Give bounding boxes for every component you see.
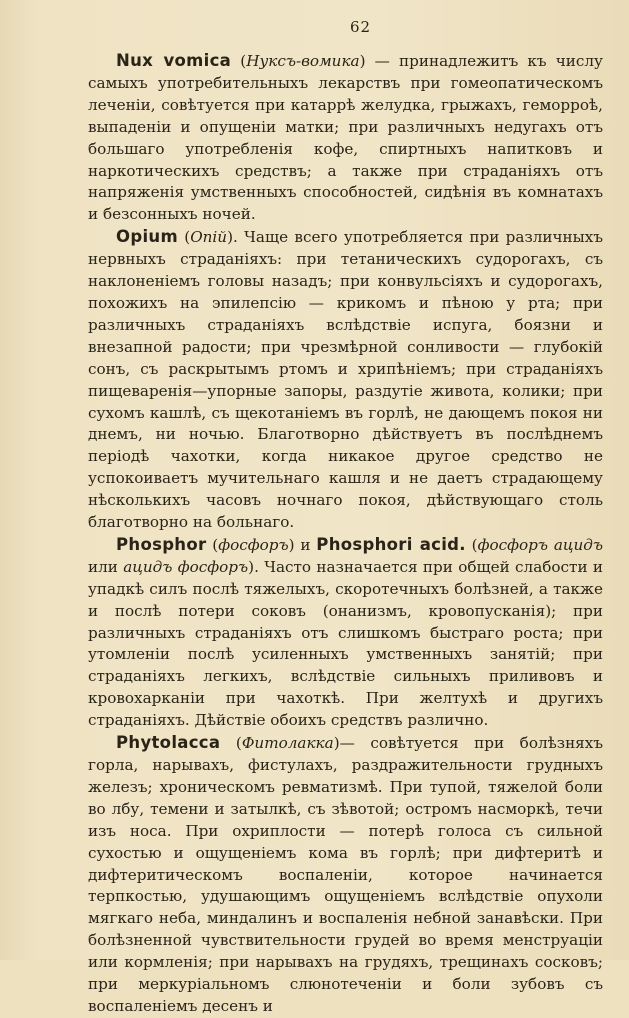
entry-nux-vomica: Nux vomica (Нуксъ-вомика) — принадлежитъ къ числу самыхъ употребительныхъ лекарствъ при гомеопатическомъ леченіи, совѣтуется при катаррѣ желудка, грыжахъ, геморроѣ, выпаденіи и опущеніи матки; при различныхъ недугахъ отъ большаго употребленія кофе, спиртныхъ напитковъ и наркотическихъ средствъ; а также при страданіяхъ отъ напряженія умственныхъ способностей, сидѣнія въ комнатахъ и безсонныхъ ночей. — [88, 51, 603, 224]
entry-headword-secondary: Phosphori acid. — [316, 534, 466, 554]
entry-headword: Opium — [116, 227, 178, 247]
entry-phosphor: Phosphor (фосфоръ) и Phosphori acid. (фосфоръ ацидъ или ацидъ фосфоръ). Часто назначается при общей слабости и упадкѣ силъ послѣ тяжелыхъ, скоротечныхъ болѣзней, а также и послѣ потери соковъ (онанизмъ, кровопусканія); при различныхъ страданіяхъ отъ слишкомъ быстраго роста; при утомленіи послѣ усиленныхъ умственныхъ занятій; при страданіяхъ легкихъ, вслѣдствіе сильныхъ приливовъ и кровохарканіи при чахоткѣ. При желтухѣ и другихъ страданіяхъ. Дѣйствіе обоихъ средствъ различно. — [88, 534, 604, 730]
entry-body: Чаще всего употребляется при различныхъ нервныхъ страданіяхъ: при тетаническихъ судорогахъ, съ наклоненіемъ головы назадъ; при конвульсіяхъ и судорогахъ, похожихъ на эпилепсію — крикомъ и пѣною у рта; при различныхъ страданіяхъ вслѣдствіе испуга, боязни и внезапной радости; при чрезмѣрной сонливости — глубокій сонъ, съ раскрытымъ ртомъ и хрипѣніемъ; при страданіяхъ пищеваренія—упорные запоры, раздутіе живота, колики; при сухомъ кашлѣ, съ щекотаніемъ въ горлѣ, не дающемъ покоя ни днемъ, ни ночью. Благотворно дѣйствуетъ въ послѣднемъ періодѣ чахотки, когда никакое другое средство не успокоиваетъ мучительнаго кашля и не даетъ страдающему нѣсколькихъ часовъ ночнаго покоя, дѣйствующаго столь благотворно на больнаго. — [88, 228, 603, 532]
entry-translation: фосфоръ — [218, 535, 289, 554]
entry-body: — принадлежитъ къ числу самыхъ употребительныхъ лекарствъ при гомеопатическомъ леченіи, совѣтуется при катаррѣ желудка, грыжахъ, геморроѣ, выпаденіи и опущеніи матки; при различныхъ недугахъ отъ большаго употребленія кофе, спиртныхъ напитковъ и наркотическихъ средствъ; а также при страданіяхъ отъ напряженія умственныхъ способностей, сидѣнія въ комнатахъ и безсонныхъ ночей. — [88, 52, 603, 224]
entry-translation-secondary: фосфоръ ацидъ — [477, 535, 604, 554]
entry-body: — совѣтуется при болѣзняхъ горла, нарывахъ, фистулахъ, раздражительности грудныхъ железъ; хроническомъ ревматизмѣ. При тупой, тяжелой боли во лбу, темени и затылкѣ, съ зѣвотой; остромъ насморкѣ, течи изъ носа. При охриплости — потерѣ голоса съ сильной сухостью и ощущеніемъ кома въ горлѣ; при дифтеритѣ и дифтеритическомъ воспаленіи, которое начинается терпкостью, удушающимъ ощущеніемъ вслѣдствіе опухоли мягкаго неба, миндалинъ и воспаленія небной занавѣски. При болѣзненной чувствительности грудей во время менструаціи или кормленія; при нарывахъ на грудяхъ, трещинахъ сосковъ; при меркуріальномъ слюнотеченіи и боли зубовъ съ воспаленіемъ десенъ и — [88, 734, 603, 1015]
entry-phytolacca: Phytolacca (Фитолакка)— совѣтуется при болѣзняхъ горла, нарывахъ, фистулахъ, раздражительности грудныхъ железъ; хроническомъ ревматизмѣ. При тупой, тяжелой боли во лбу, темени и затылкѣ, съ зѣвотой; остромъ насморкѣ, течи изъ носа. При охриплости — потерѣ голоса съ сильной сухостью и ощущеніемъ кома въ горлѣ; при дифтеритѣ и дифтеритическомъ воспаленіи, которое начинается терпкостью, удушающимъ ощущеніемъ вслѣдствіе опухоли мягкаго неба, миндалинъ и воспаленія небной занавѣски. При болѣзненной чувствительности грудей во время менструаціи или кормленія; при нарывахъ на грудяхъ, трещинахъ сосковъ; при меркуріальномъ слюнотеченіи и боли зубовъ съ воспаленіемъ десенъ и — [88, 733, 603, 1015]
entry-translation: Опій — [190, 228, 228, 247]
entry-headword: Phytolacca — [116, 733, 221, 753]
entry-headword: Phosphor — [116, 534, 207, 554]
entry-translation: Фитолакка — [241, 734, 334, 753]
entry-translation-alt: ацидъ фосфоръ — [123, 557, 249, 576]
page-number: 62 — [349, 18, 372, 36]
entry-opium: Opium (Опій). Чаще всего употребляется при различныхъ нервныхъ страданіяхъ: при тетаническихъ судорогахъ, съ наклоненіемъ головы назадъ; при конвульсіяхъ и судорогахъ, похожихъ на эпилепсію — крикомъ и пѣною у рта; при различныхъ страданіяхъ вслѣдствіе испуга, боязни и внезапной радости; при чрезмѣрной сонливости — глубокій сонъ, съ раскрытымъ ртомъ и хрипѣніемъ; при страданіяхъ пищеваренія—упорные запоры, раздутіе живота, колики; при сухомъ кашлѣ, съ щекотаніемъ въ горлѣ, не дающемъ покоя ни днемъ, ни ночью. Благотворно дѣйствуетъ въ послѣднемъ періодѣ чахотки, когда никакое другое средство не успокоиваетъ мучительнаго кашля и не даетъ страдающему нѣсколькихъ часовъ ночнаго покоя, дѣйствующаго столь благотворно на больнаго. — [88, 227, 603, 532]
entry-translation: Нуксъ-вомика — [246, 52, 360, 70]
entry-body: Часто назначается при общей слабости и упадкѣ силъ послѣ тяжелыхъ, скоротечныхъ болѣзней, а также и послѣ потери соковъ (онанизмъ, кровопусканія); при различныхъ страданіяхъ отъ слишкомъ быстраго роста; при утомленіи послѣ усиленныхъ умственныхъ занятій; при страданіяхъ легкихъ, вслѣдствіе сильныхъ приливовъ и кровохарканіи при чахоткѣ. При желтухѣ и другихъ страданіяхъ. Дѣйствіе обоихъ средствъ различно. — [88, 557, 604, 730]
entry-headword: Nux vomica — [116, 51, 232, 70]
